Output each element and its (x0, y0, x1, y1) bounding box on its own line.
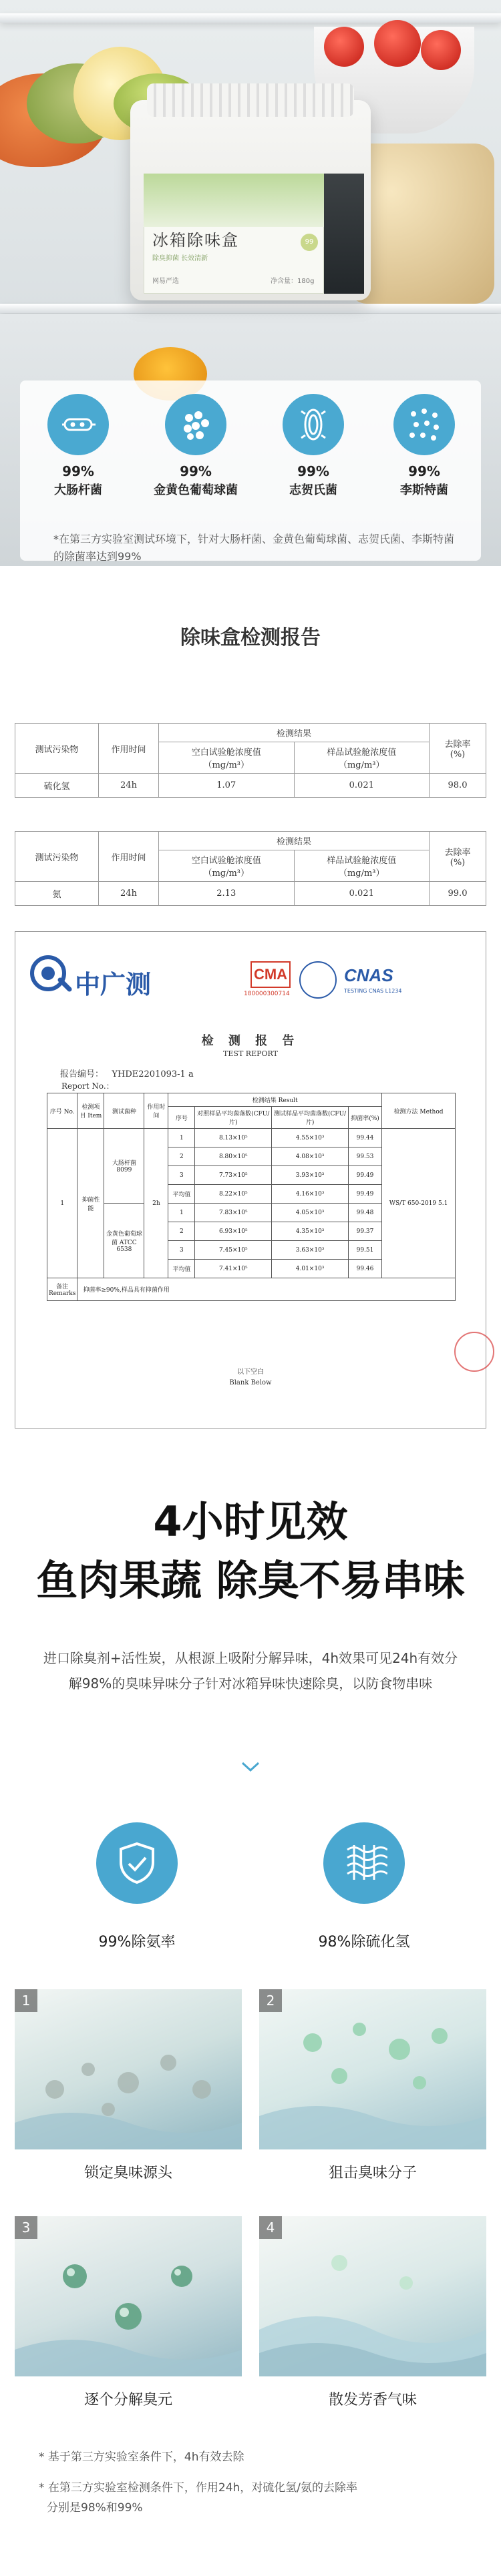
cell-blank: 6.93×10⁵ (195, 1222, 272, 1241)
product-box-lid (147, 83, 354, 117)
cell-rate: 99.37 (349, 1222, 382, 1241)
col-blank: 对照样品平均菌落数(CFU/片) (195, 1107, 272, 1129)
cell-pollutant: 氨 (15, 882, 99, 906)
col-time: 作用时间 (99, 832, 159, 882)
cell-test: 4.35×10³ (272, 1222, 349, 1241)
cell-test: 3.63×10³ (272, 1241, 349, 1260)
bacterium-capsule-icon (283, 394, 344, 455)
odor-source-illustration (15, 1989, 242, 2149)
col-rate: 去除率 (%) (430, 832, 486, 882)
cell-rate: 99.51 (349, 1241, 382, 1260)
cell-rate: 98.0 (430, 774, 486, 798)
blank-below: 以下空白 Blank Below (229, 1368, 272, 1386)
bacteria-item (28, 394, 128, 498)
cell-blank: 8.80×10⁵ (195, 1147, 272, 1166)
step-number: 4 (259, 2216, 282, 2239)
bacterium-cluster-icon (165, 394, 226, 455)
cell-test: 4.55×10³ (272, 1129, 349, 1147)
report-number-en: Report No.： (61, 1081, 114, 1091)
cnas-number: TESTING CNAS L1234 (344, 988, 402, 994)
cell-rate: 99.48 (349, 1204, 382, 1222)
col-rate: 抑菌率(%) (349, 1107, 382, 1129)
cell-blank: 8.22×10⁵ (195, 1185, 272, 1204)
odor-molecule-illustration (259, 1989, 486, 2149)
product-badge: 99 (301, 234, 318, 251)
step-number: 3 (15, 2216, 37, 2239)
feature-item (277, 1822, 451, 1951)
headline-description: 进口除臭剂+活性炭，从根源上吸附分解异味，4h效果可见24h有效分解98%的臭味异味分子针对冰箱异味快速除臭，以防食物串味 (43, 1650, 458, 1692)
cell-test: 4.08×10³ (272, 1147, 349, 1166)
product-name: 冰箱除味盒 (152, 231, 239, 250)
col-test: 测试样品平均菌落数(CFU/片) (272, 1107, 349, 1129)
col-blank: 空白试验舱浓度值 （mg/m³） (159, 742, 295, 774)
chevron-down-icon (240, 1761, 261, 1776)
col-time: 作用时间 (99, 724, 159, 774)
cma-number: 180000300714 (244, 991, 290, 997)
cell-test: 3.93×10³ (272, 1166, 349, 1185)
product-tagline: 除臭抑菌 长效清新 (152, 255, 208, 262)
step-caption: 散发芳香气味 (328, 2392, 417, 2408)
tomato-image (374, 20, 421, 67)
bacteria-name: 李斯特菌 (400, 483, 448, 497)
decompose-illustration (15, 2216, 242, 2376)
official-seal-icon (454, 1332, 494, 1372)
cell-no: 平均值 (168, 1260, 195, 1278)
cell-rate: 99.44 (349, 1129, 382, 1147)
step-number: 1 (15, 1989, 37, 2012)
certificate-subtitle: TEST REPORT (223, 1049, 278, 1058)
col-strain: 测试菌种 (104, 1093, 144, 1129)
tomato-image (324, 27, 364, 67)
feature-label: 99%除氨率 (98, 1934, 176, 1951)
tomato-image (421, 30, 461, 70)
col-pollutant: 测试污染物 (15, 832, 99, 882)
col-sample: 样品试验舱浓度值 （mg/m³） (294, 850, 430, 882)
cell-no: 2 (168, 1222, 195, 1241)
bacteria-name: 金黄色葡萄球菌 (154, 483, 238, 497)
cell-no: 平均值 (168, 1185, 195, 1204)
cell-test: 4.01×10³ (272, 1260, 349, 1278)
col-result: 检测结果 Result (168, 1093, 382, 1107)
certificate-title: 检 测 报 告 (201, 1034, 300, 1048)
antibacterial-note: *在第三方实验室测试环境下，针对大肠杆菌、金黄色葡萄球菌、志贺氏菌、李斯特菌的除菌率达到99% (53, 533, 455, 563)
col-sample: 样品试验舱浓度值 （mg/m³） (294, 742, 430, 774)
cell-seq: 1 (47, 1129, 77, 1278)
cell-strain: 金黄色葡萄球菌 ATCC 6538 (104, 1204, 144, 1278)
col-method: 检测方法 Method (382, 1093, 456, 1129)
step-caption: 逐个分解臭元 (84, 2392, 172, 2408)
bacteria-rate: 99% (62, 463, 94, 479)
footnote: * 基于第三方实验室条件下，4h有效去除 (39, 2451, 244, 2464)
shield-check-icon (96, 1822, 178, 1904)
mesh-filter-icon (323, 1822, 405, 1904)
headline-line1: 4小时见效 (153, 1497, 348, 1546)
cell-blank: 7.83×10⁵ (195, 1204, 272, 1222)
step-tile (15, 2216, 242, 2376)
cell-item: 抑菌性能 (77, 1129, 104, 1278)
cell-sample: 0.021 (294, 774, 430, 798)
cell-blank: 2.13 (159, 882, 295, 906)
bacteria-item (263, 394, 363, 498)
cell-blank: 7.73×10⁵ (195, 1166, 272, 1185)
cell-blank: 7.45×10⁵ (195, 1241, 272, 1260)
cma-mark: CMA (251, 961, 291, 988)
hero-banner (0, 0, 501, 566)
cell-blank: 1.07 (159, 774, 295, 798)
cell-no: 1 (168, 1129, 195, 1147)
footnote: 分别是98%和99% (47, 2501, 143, 2515)
product-brand: 网易严选 (152, 278, 179, 285)
bacteria-name: 志贺氏菌 (289, 483, 337, 497)
feature-label: 98%除硫化氢 (318, 1934, 410, 1951)
product-net-weight: 净含量：180g (271, 278, 315, 285)
bacteria-item (374, 394, 474, 498)
cell-blank: 8.13×10⁵ (195, 1129, 272, 1147)
cell-time: 24h (99, 774, 159, 798)
step-tile (259, 2216, 486, 2376)
step-caption: 锁定臭味源头 (84, 2165, 172, 2181)
ilac-mark-icon (299, 961, 337, 999)
fragrance-illustration (259, 2216, 486, 2376)
col-pollutant: 测试污染物 (15, 724, 99, 774)
bacteria-rate: 99% (408, 463, 440, 479)
cell-blank: 7.41×10⁵ (195, 1260, 272, 1278)
step-tile (15, 1989, 242, 2149)
report-table-h2s (15, 723, 486, 798)
certificate-table (47, 1093, 456, 1301)
cnas-mark: CNAS (344, 965, 393, 985)
bacteria-rate: 99% (180, 463, 212, 479)
fridge-shelf-top (0, 13, 501, 23)
cell-test: 4.16×10³ (272, 1185, 349, 1204)
cell-test: 4.05×10³ (272, 1204, 349, 1222)
cell-pollutant: 硫化氢 (15, 774, 99, 798)
cell-rate: 99.49 (349, 1185, 382, 1204)
cell-rate: 99.49 (349, 1166, 382, 1185)
cell-time: 2h (144, 1129, 168, 1278)
bacterium-rod-icon (47, 394, 109, 455)
step-number: 2 (259, 1989, 282, 2012)
step-tile (259, 1989, 486, 2149)
cell-no: 1 (168, 1204, 195, 1222)
report-title: 除味盒检测报告 (180, 626, 321, 650)
cell-remarks-label: 备注 Remarks (47, 1278, 77, 1301)
headline-line2: 鱼肉果蔬 除臭不易串味 (36, 1556, 465, 1605)
bacteria-item (142, 394, 249, 498)
product-box-carbon-window (324, 174, 364, 294)
cell-sample: 0.021 (294, 882, 430, 906)
step-caption: 狙击臭味分子 (328, 2165, 417, 2181)
cell-rate: 99.0 (430, 882, 486, 906)
org-logo-icon (27, 953, 73, 996)
col-result: 检测结果 (159, 724, 430, 742)
report-table-nh3 (15, 831, 486, 906)
col-sample-no: 序号 (168, 1107, 195, 1129)
cell-remarks: 抑菌率≥90%,样品具有抑菌作用 (77, 1278, 456, 1301)
cell-method: WS/T 650-2019 5.1 (382, 1129, 456, 1278)
cell-strain: 大肠杆菌 8099 (104, 1129, 144, 1204)
feature-item (50, 1822, 224, 1951)
col-time: 作用时间 (144, 1093, 168, 1129)
product-label-grass (144, 174, 324, 227)
col-item: 检测项目 Item (77, 1093, 104, 1129)
col-seq: 序号 No. (47, 1093, 77, 1129)
cell-rate: 99.46 (349, 1260, 382, 1278)
col-rate: 去除率 (%) (430, 724, 486, 774)
fridge-shelf-glass (0, 304, 501, 313)
cell-rate: 99.53 (349, 1147, 382, 1166)
footnote: * 在第三方实验室检测条件下，作用24h，对硫化氢/氨的去除率 (39, 2481, 358, 2495)
cell-no: 2 (168, 1147, 195, 1166)
bacteria-name: 大肠杆菌 (54, 483, 102, 497)
bacterium-dots-icon (393, 394, 455, 455)
col-blank: 空白试验舱浓度值 （mg/m³） (159, 850, 295, 882)
col-result: 检测结果 (159, 832, 430, 850)
bacteria-rate: 99% (297, 463, 329, 479)
org-name: 中广测 (75, 970, 152, 999)
cell-no: 3 (168, 1241, 195, 1260)
report-number: 报告编号： YHDE2201093-1 a (60, 1069, 194, 1079)
cell-no: 3 (168, 1166, 195, 1185)
cell-time: 24h (99, 882, 159, 906)
